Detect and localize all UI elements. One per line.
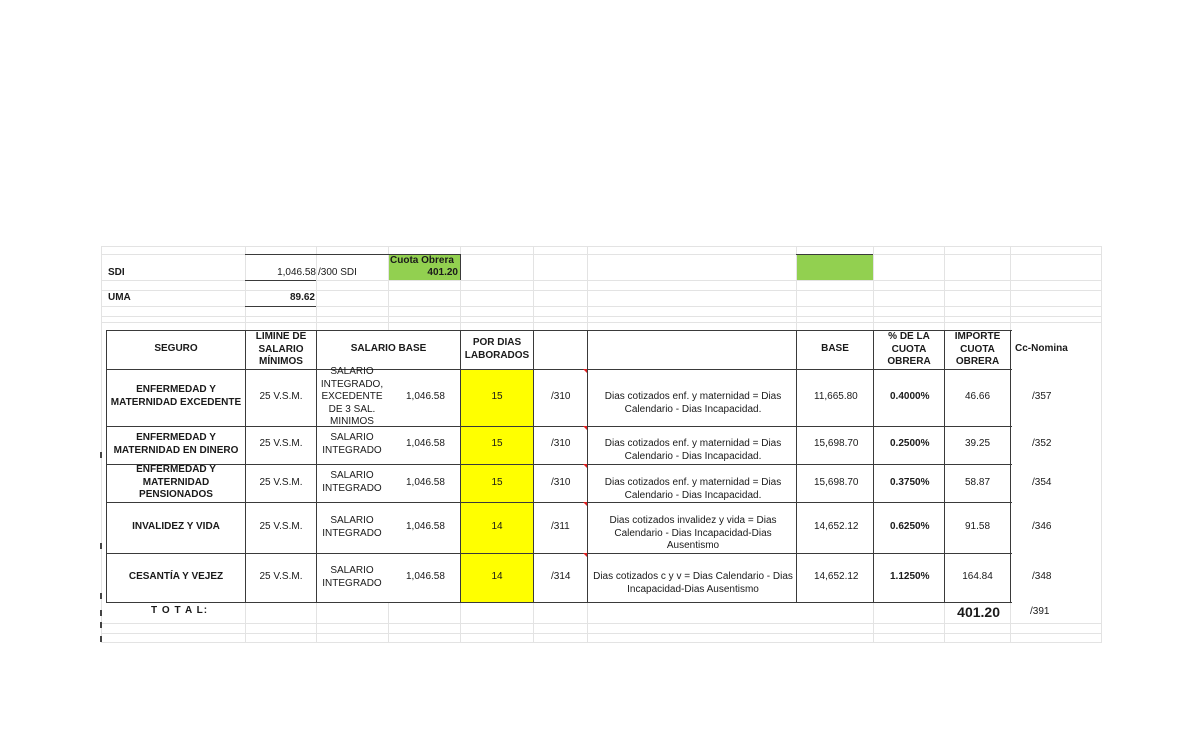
uma-value[interactable]: 89.62 bbox=[289, 292, 315, 303]
row-limite: 25 V.S.M. bbox=[259, 477, 303, 488]
row-dias[interactable]: 14 bbox=[491, 521, 503, 532]
row-limite: 25 V.S.M. bbox=[259, 571, 303, 582]
header-importe: IMPORTE CUOTA OBRERA bbox=[954, 331, 1001, 367]
sdi-label: SDI bbox=[108, 267, 125, 278]
comment-marker[interactable] bbox=[583, 369, 587, 373]
total-label: T O T A L: bbox=[151, 605, 209, 616]
comment-marker[interactable] bbox=[583, 426, 587, 430]
row-seguro: ENFERMEDAD Y MATERNIDAD PENSIONADOS bbox=[136, 464, 216, 500]
edge-mark bbox=[100, 610, 102, 616]
row-formula: Dias cotizados c y v = Dias Calendario - Dias Incapacidad-Dias Ausentismo bbox=[593, 571, 793, 595]
row-cc: /357 bbox=[1032, 391, 1052, 402]
row-salario[interactable]: 1,046.58 bbox=[406, 438, 445, 449]
row-salario-tipo: SALARIO INTEGRADO, EXCEDENTE DE 3 SAL. MINIMOS bbox=[320, 366, 384, 427]
row-ref: /311 bbox=[551, 521, 570, 532]
row-seguro: ENFERMEDAD Y MATERNIDAD EN DINERO bbox=[113, 432, 239, 456]
row-importe[interactable]: 58.87 bbox=[964, 477, 991, 488]
row-importe[interactable]: 164.84 bbox=[962, 571, 993, 582]
row-importe[interactable]: 46.66 bbox=[964, 391, 991, 402]
uma-label: UMA bbox=[108, 292, 131, 303]
row-salario-tipo: SALARIO INTEGRADO bbox=[322, 470, 382, 494]
row-cc: /354 bbox=[1032, 477, 1052, 488]
row-pct[interactable]: 0.4000% bbox=[890, 391, 930, 402]
row-limite: 25 V.S.M. bbox=[259, 521, 303, 532]
edge-mark bbox=[100, 622, 102, 628]
row-salario[interactable]: 1,046.58 bbox=[406, 571, 445, 582]
row-dias[interactable]: 15 bbox=[491, 438, 503, 449]
cuota-value[interactable]: 401.20 bbox=[427, 267, 458, 278]
header-pct-cuota: % DE LA CUOTA OBRERA bbox=[887, 331, 931, 367]
row-seguro: ENFERMEDAD Y MATERNIDAD EXCEDENTE bbox=[110, 384, 242, 408]
row-cc: /352 bbox=[1032, 438, 1052, 449]
row-limite: 25 V.S.M. bbox=[259, 438, 303, 449]
row-ref: /314 bbox=[551, 571, 571, 582]
total-importe[interactable]: 401.20 bbox=[957, 604, 1000, 620]
header-limite: LIMINE DE SALARIO MÍNIMOS bbox=[255, 331, 307, 367]
header-cc: Cc-Nomina bbox=[1015, 343, 1068, 354]
row-cc: /348 bbox=[1032, 571, 1052, 582]
row-formula: Dias cotizados enf. y maternidad = Dias Calendario - Dias Incapacidad. bbox=[604, 391, 782, 415]
row-base[interactable]: 14,652.12 bbox=[814, 571, 859, 582]
comment-marker[interactable] bbox=[583, 502, 587, 506]
row-dias[interactable]: 14 bbox=[491, 571, 503, 582]
row-dias[interactable]: 15 bbox=[491, 391, 503, 402]
row-ref: /310 bbox=[551, 477, 571, 488]
cuota-label: Cuota Obrera bbox=[390, 255, 454, 266]
sdi-value[interactable]: 1,046.58 bbox=[277, 267, 316, 278]
row-formula: Dias cotizados enf. y maternidad = Dias Calendario - Dias Incapacidad. bbox=[604, 477, 782, 501]
row-salario-tipo: SALARIO INTEGRADO bbox=[322, 432, 382, 456]
row-pct[interactable]: 1.1250% bbox=[890, 571, 930, 582]
row-pct[interactable]: 0.6250% bbox=[890, 521, 930, 532]
row-seguro: INVALIDEZ Y VIDA bbox=[132, 521, 220, 532]
row-base[interactable]: 14,652.12 bbox=[814, 521, 859, 532]
row-salario-tipo: SALARIO INTEGRADO bbox=[322, 565, 382, 589]
edge-mark bbox=[100, 593, 102, 599]
row-salario[interactable]: 1,046.58 bbox=[406, 477, 445, 488]
row-base[interactable]: 11,665.80 bbox=[814, 391, 858, 402]
row-formula: Dias cotizados enf. y maternidad = Dias Calendario - Dias Incapacidad. bbox=[604, 438, 782, 462]
comment-marker[interactable] bbox=[583, 464, 587, 468]
row-salario-tipo: SALARIO INTEGRADO bbox=[322, 515, 382, 539]
row-pct[interactable]: 0.3750% bbox=[890, 477, 930, 488]
header-por-dias: POR DIAS LABORADOS bbox=[464, 337, 530, 361]
row-ref: /310 bbox=[551, 391, 571, 402]
header-salario-base: SALARIO BASE bbox=[350, 343, 427, 354]
row-importe[interactable]: 39.25 bbox=[964, 438, 991, 449]
edge-mark bbox=[100, 543, 102, 549]
edge-mark bbox=[100, 636, 102, 642]
row-pct[interactable]: 0.2500% bbox=[890, 438, 930, 449]
row-limite: 25 V.S.M. bbox=[259, 391, 303, 402]
row-salario[interactable]: 1,046.58 bbox=[406, 521, 445, 532]
edge-mark bbox=[100, 452, 102, 458]
header-base: BASE bbox=[821, 343, 849, 354]
row-base[interactable]: 15,698.70 bbox=[814, 477, 859, 488]
row-salario[interactable]: 1,046.58 bbox=[406, 391, 445, 402]
row-cc: /346 bbox=[1032, 521, 1052, 532]
sdi-ref: /300 SDI bbox=[318, 267, 357, 278]
comment-marker[interactable] bbox=[583, 553, 587, 557]
row-ref: /310 bbox=[551, 438, 571, 449]
row-seguro: CESANTÍA Y VEJEZ bbox=[128, 571, 224, 582]
header-seguro: SEGURO bbox=[154, 343, 198, 354]
row-base[interactable]: 15,698.70 bbox=[814, 438, 859, 449]
row-importe[interactable]: 91.58 bbox=[964, 521, 991, 532]
green-cell[interactable] bbox=[796, 254, 873, 280]
total-cc: /391 bbox=[1030, 606, 1050, 617]
row-formula: Dias cotizados invalidez y vida = Dias Calendario - Dias Incapacidad-Dias Ausentismo bbox=[609, 515, 777, 551]
row-dias[interactable]: 15 bbox=[491, 477, 503, 488]
